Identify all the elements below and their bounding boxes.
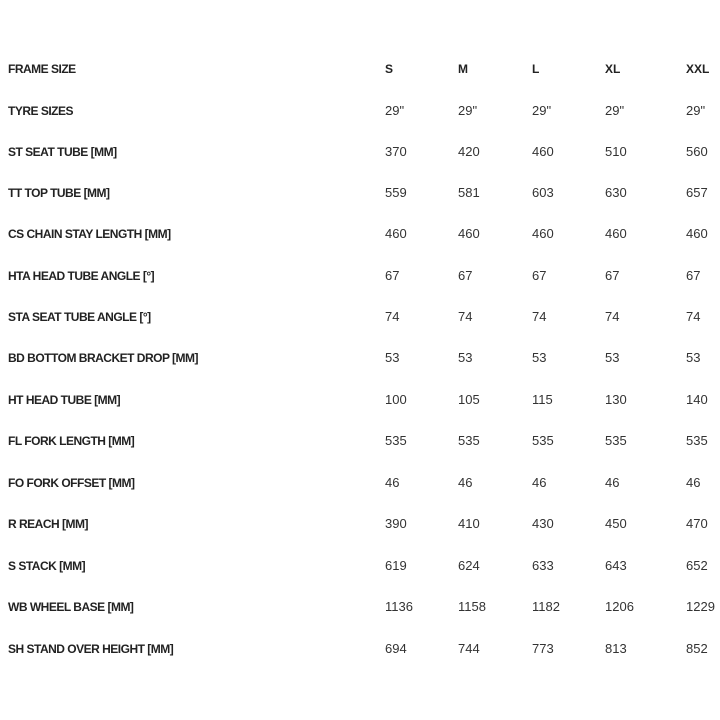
cell-xxl: 46 xyxy=(686,475,701,490)
cell-m: 53 xyxy=(458,350,473,365)
cell-xxl: 460 xyxy=(686,226,708,241)
size-header-xxl: XXL xyxy=(686,62,710,76)
cell-m: 105 xyxy=(458,392,480,407)
cell-xxl: 852 xyxy=(686,641,708,656)
cell-xl: 46 xyxy=(605,475,620,490)
cell-xl: 74 xyxy=(605,309,620,324)
cell-m: 460 xyxy=(458,226,480,241)
cell-xl: 510 xyxy=(605,144,627,159)
size-header-m: M xyxy=(458,62,468,76)
cell-xl: 813 xyxy=(605,641,627,656)
table-header-row xyxy=(0,59,720,79)
row-label: TYRE SIZES xyxy=(8,104,74,118)
cell-l: 603 xyxy=(532,185,554,200)
table-row xyxy=(0,556,720,576)
cell-xl: 460 xyxy=(605,226,627,241)
frame-size-label: FRAME SIZE xyxy=(8,62,76,76)
cell-m: 410 xyxy=(458,516,480,531)
row-label: STA SEAT TUBE ANGLE [°] xyxy=(8,310,151,324)
cell-m: 1158 xyxy=(458,599,486,614)
cell-m: 67 xyxy=(458,268,473,283)
cell-xl: 130 xyxy=(605,392,627,407)
cell-xxl: 29" xyxy=(686,103,706,118)
row-label: BD BOTTOM BRACKET DROP [MM] xyxy=(8,351,199,365)
cell-s: 29" xyxy=(385,103,405,118)
table-row xyxy=(0,224,720,244)
cell-s: 67 xyxy=(385,268,400,283)
cell-l: 773 xyxy=(532,641,554,656)
table-row xyxy=(0,473,720,493)
cell-xxl: 140 xyxy=(686,392,708,407)
cell-xl: 450 xyxy=(605,516,627,531)
table-row xyxy=(0,514,720,534)
cell-xl: 29" xyxy=(605,103,625,118)
cell-m: 744 xyxy=(458,641,480,656)
cell-s: 46 xyxy=(385,475,400,490)
cell-xxl: 67 xyxy=(686,268,701,283)
cell-m: 535 xyxy=(458,433,480,448)
row-label: FO FORK OFFSET [MM] xyxy=(8,476,135,490)
cell-s: 619 xyxy=(385,558,407,573)
cell-xxl: 470 xyxy=(686,516,708,531)
cell-xxl: 1229 xyxy=(686,599,715,614)
cell-l: 430 xyxy=(532,516,554,531)
cell-xl: 67 xyxy=(605,268,620,283)
cell-m: 420 xyxy=(458,144,480,159)
cell-l: 53 xyxy=(532,350,547,365)
table-row xyxy=(0,431,720,451)
cell-l: 74 xyxy=(532,309,547,324)
cell-s: 100 xyxy=(385,392,407,407)
cell-l: 460 xyxy=(532,226,554,241)
row-label: HT HEAD TUBE [MM] xyxy=(8,393,121,407)
table-row xyxy=(0,142,720,162)
cell-xxl: 657 xyxy=(686,185,708,200)
cell-s: 694 xyxy=(385,641,407,656)
cell-s: 1136 xyxy=(385,599,413,614)
row-label: SH STAND OVER HEIGHT [MM] xyxy=(8,642,174,656)
cell-l: 460 xyxy=(532,144,554,159)
table-row xyxy=(0,266,720,286)
cell-s: 370 xyxy=(385,144,407,159)
cell-m: 29" xyxy=(458,103,478,118)
size-header-l: L xyxy=(532,62,540,76)
size-header-xl: XL xyxy=(605,62,621,76)
table-row xyxy=(0,348,720,368)
cell-xl: 535 xyxy=(605,433,627,448)
cell-m: 46 xyxy=(458,475,473,490)
cell-l: 67 xyxy=(532,268,547,283)
cell-xl: 1206 xyxy=(605,599,634,614)
table-row xyxy=(0,639,720,659)
table-row xyxy=(0,307,720,327)
cell-xxl: 53 xyxy=(686,350,701,365)
cell-l: 29" xyxy=(532,103,552,118)
cell-s: 74 xyxy=(385,309,400,324)
cell-m: 74 xyxy=(458,309,473,324)
size-header-s: S xyxy=(385,62,394,76)
table-row xyxy=(0,597,720,617)
cell-xxl: 535 xyxy=(686,433,708,448)
row-label: HTA HEAD TUBE ANGLE [°] xyxy=(8,269,155,283)
table-row xyxy=(0,390,720,410)
cell-xl: 643 xyxy=(605,558,627,573)
table-row xyxy=(0,101,720,121)
row-label: S STACK [MM] xyxy=(8,559,86,573)
cell-s: 53 xyxy=(385,350,400,365)
row-label: FL FORK LENGTH [MM] xyxy=(8,434,135,448)
cell-s: 535 xyxy=(385,433,407,448)
cell-xxl: 560 xyxy=(686,144,708,159)
row-label: WB WHEEL BASE [MM] xyxy=(8,600,134,614)
cell-m: 581 xyxy=(458,185,480,200)
cell-l: 1182 xyxy=(532,599,560,614)
cell-m: 624 xyxy=(458,558,480,573)
cell-s: 390 xyxy=(385,516,407,531)
cell-l: 535 xyxy=(532,433,554,448)
cell-s: 559 xyxy=(385,185,407,200)
table-row xyxy=(0,183,720,203)
cell-s: 460 xyxy=(385,226,407,241)
cell-xxl: 652 xyxy=(686,558,708,573)
row-label: ST SEAT TUBE [MM] xyxy=(8,145,117,159)
row-label: R REACH [MM] xyxy=(8,517,88,531)
cell-l: 46 xyxy=(532,475,547,490)
row-label: CS CHAIN STAY LENGTH [MM] xyxy=(8,227,171,241)
cell-xl: 630 xyxy=(605,185,627,200)
cell-l: 633 xyxy=(532,558,554,573)
row-label: TT TOP TUBE [MM] xyxy=(8,186,110,200)
cell-xl: 53 xyxy=(605,350,620,365)
cell-l: 115 xyxy=(532,392,553,407)
cell-xxl: 74 xyxy=(686,309,701,324)
